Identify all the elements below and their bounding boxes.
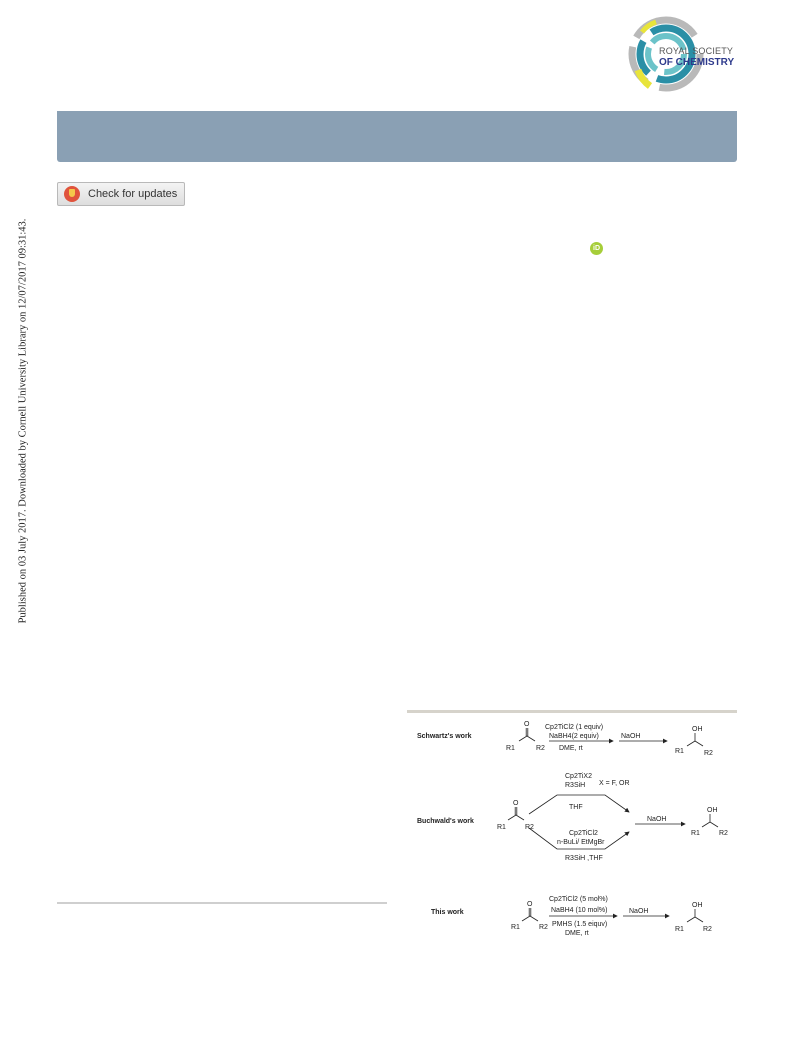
- condition: R3SiH ,THF: [565, 855, 603, 862]
- scheme-top-rule: [407, 710, 737, 713]
- atom-r2: R2: [719, 830, 728, 837]
- alcohol-structure: [675, 902, 712, 933]
- alcohol-structure: [675, 726, 713, 757]
- scheme-row-this-work: [431, 896, 712, 937]
- journal-banner: [57, 111, 737, 162]
- download-stamp: [16, 213, 30, 628]
- atom-r2: R2: [536, 745, 545, 752]
- atom-r1: R1: [675, 748, 684, 755]
- atom-o: O: [527, 901, 533, 908]
- condition: n-BuLi/ EtMgBr: [557, 839, 605, 846]
- atom-r1: R1: [675, 926, 684, 933]
- condition: THF: [569, 804, 583, 811]
- check-for-updates-label: Check for updates: [88, 188, 178, 200]
- atom-r2: R2: [703, 926, 712, 933]
- row-label: Schwartz's work: [417, 733, 472, 740]
- orcid-icon[interactable]: iD: [590, 242, 603, 255]
- row-label: This work: [431, 909, 464, 916]
- atom-r1: R1: [511, 924, 520, 931]
- atom-o: O: [513, 800, 519, 807]
- rsc-logo-text: [659, 46, 734, 68]
- x-note: X = F, OR: [599, 780, 630, 787]
- workup-label: NaOH: [621, 733, 641, 740]
- reaction-scheme: [407, 715, 737, 955]
- atom-r1: R1: [497, 824, 506, 831]
- condition: NaBH4 (10 mol%): [551, 907, 608, 914]
- condition: DME, rt: [559, 745, 583, 752]
- atom-oh: OH: [707, 807, 718, 814]
- atom-r2: R2: [704, 750, 713, 757]
- condition: PMHS (1.5 eiquv): [552, 921, 608, 928]
- ketone-structure: [506, 721, 545, 752]
- atom-oh: OH: [692, 902, 703, 909]
- atom-o: O: [524, 721, 530, 728]
- atom-r2: R2: [525, 824, 534, 831]
- footnote-divider: [57, 902, 387, 904]
- workup-label: NaOH: [629, 908, 649, 915]
- condition: DME, rt: [565, 930, 589, 937]
- atom-r2: R2: [539, 924, 548, 931]
- condition: Cp2TiX2: [565, 773, 592, 780]
- alcohol-structure: [691, 807, 728, 837]
- scheme-row-buchwald: [417, 773, 728, 862]
- atom-oh: OH: [692, 726, 703, 733]
- scheme-row-schwartz: [417, 721, 713, 757]
- row-label: Buchwald's work: [417, 818, 474, 825]
- condition: Cp2TiCl2 (5 mol%): [549, 896, 608, 903]
- check-for-updates-button[interactable]: [57, 182, 185, 206]
- condition: NaBH4(2 equiv): [549, 733, 599, 740]
- condition: Cp2TiCl2 (1 equiv): [545, 724, 604, 731]
- condition: Cp2TiCl2: [569, 830, 598, 837]
- ketone-structure: [497, 800, 534, 831]
- atom-r1: R1: [691, 830, 700, 837]
- crossmark-icon: [64, 186, 80, 202]
- download-stamp-text: Published on 03 July 2017. Downloaded by Cornell University Library on 12/07/2017 09:31:43.: [17, 218, 29, 623]
- condition: R3SiH: [565, 782, 586, 789]
- logo-line-1: ROYAL SOCIETY: [659, 46, 734, 56]
- atom-r1: R1: [506, 745, 515, 752]
- ketone-structure: [511, 901, 548, 931]
- logo-line-2: OF CHEMISTRY: [659, 57, 735, 68]
- workup-label: NaOH: [647, 816, 667, 823]
